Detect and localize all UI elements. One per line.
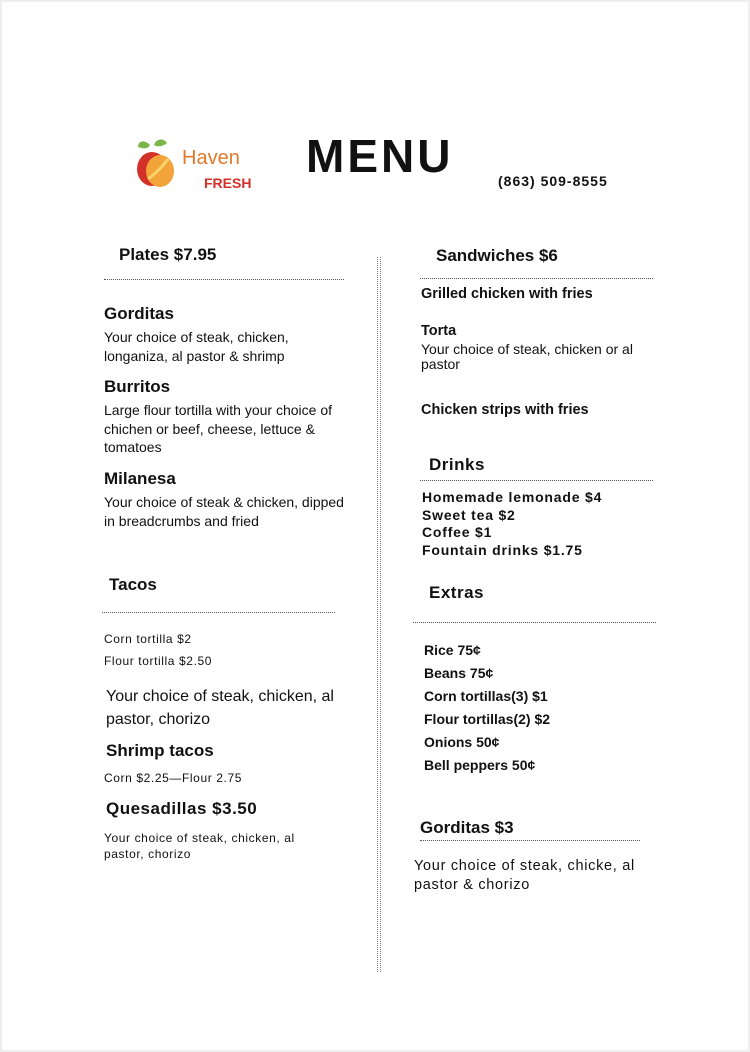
column-divider-2 (380, 257, 381, 972)
shrimp-tacos-heading: Shrimp tacos (106, 741, 214, 760)
plates-divider (104, 279, 344, 280)
gorditas-side-desc: Your choice of steak, chicke, al pastor & chorizo (414, 858, 635, 893)
tacos-heading: Tacos (109, 575, 157, 594)
quesadillas-heading: Quesadillas $3.50 (106, 799, 258, 818)
extra-item: Bell peppers 50¢ (424, 757, 536, 773)
sandwich-torta: Torta (421, 323, 457, 339)
gorditas-side-heading: Gorditas $3 (420, 818, 514, 837)
page-title: MENU (306, 130, 454, 182)
shrimp-tacos-prices: Corn $2.25—Flour 2.75 (104, 771, 243, 785)
quesadillas-desc: Your choice of steak, chicken, al pastor, chorizo (104, 831, 295, 861)
tacos-divider (102, 612, 335, 613)
sandwich-grilled-chicken: Grilled chicken with fries (421, 286, 593, 302)
corn-tortilla-price: Corn tortilla $2 (104, 632, 192, 646)
drink-item: Coffee $1 (422, 524, 493, 540)
burritos-name: Burritos (104, 377, 171, 396)
milanesa-desc: Your choice of steak & chicken, dipped in breadcrumbs and fried (104, 494, 344, 529)
milanesa-name: Milanesa (104, 469, 176, 488)
burritos-desc: Large flour tortilla with your choice of chichen or beef, cheese, lettuce & tomatoes (104, 402, 332, 455)
torta-desc: Your choice of steak, chicken or al pastor (421, 341, 633, 372)
drink-item: Sweet tea $2 (422, 506, 516, 523)
logo-line2: FRESH (204, 175, 252, 191)
extras-heading: Extras (429, 583, 484, 602)
sandwich-chicken-strips: Chicken strips with fries (421, 402, 589, 418)
drinks-divider (420, 480, 653, 481)
fruit-logo-icon (134, 137, 182, 197)
extra-item: Flour tortillas(2) $2 (424, 711, 551, 727)
sandwiches-heading: Sandwiches $6 (436, 246, 558, 265)
logo-line1: Haven (182, 147, 240, 169)
gorditas-side-divider (420, 840, 640, 841)
tacos-choice: Your choice of steak, chicken, al pastor, chorizo (106, 688, 334, 728)
drink-item: Homemade lemonade $4 (422, 489, 603, 505)
column-divider (377, 257, 378, 972)
extra-item: Onions 50¢ (424, 734, 500, 750)
extras-divider (413, 622, 656, 623)
haven-fresh-logo (134, 137, 264, 197)
drinks-list (422, 489, 602, 559)
phone-number: (863) 509-8555 (498, 173, 608, 189)
plates-heading: Plates $7.95 (119, 245, 217, 264)
flour-tortilla-price: Flour tortilla $2.50 (104, 654, 213, 668)
extra-item: Corn tortillas(3) $1 (424, 688, 548, 704)
drink-item: Fountain drinks $1.75 (422, 541, 583, 558)
drinks-heading: Drinks (429, 455, 485, 474)
menu-page (2, 2, 748, 1050)
sandwiches-divider (420, 278, 653, 279)
gorditas-name: Gorditas (104, 304, 174, 323)
gorditas-desc: Your choice of steak, chicken, longaniza, al pastor & shrimp (104, 329, 289, 364)
extra-item: Rice 75¢ (424, 642, 481, 658)
extra-item: Beans 75¢ (424, 665, 494, 681)
